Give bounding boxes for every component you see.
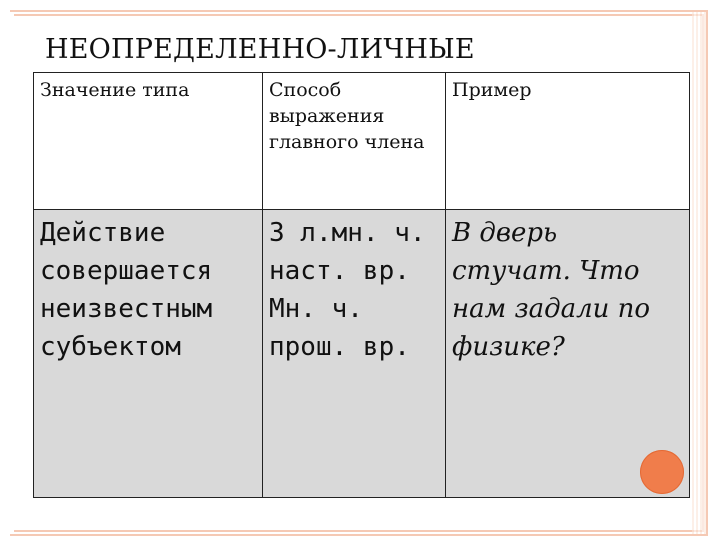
cell-expression: 3 л.мн. ч. наст. вр. Мн. ч. прош. вр. [263,210,446,498]
header-expression: Способ выражения главного члена [263,73,446,210]
header-meaning: Значение типа [34,73,263,210]
decorative-frame-strip [692,12,706,534]
cell-meaning: Действие совершается неизвестным субъектом [34,210,263,498]
header-example: Пример [446,73,690,210]
orange-circle-decoration [640,450,684,494]
cell-example: В дверь стучат. Что нам задали по физике? [446,210,690,498]
slide-title: НЕОПРЕДЕЛЕННО-ЛИЧНЫЕ [45,34,475,65]
syntax-table [33,72,690,498]
table-header-row [34,73,690,210]
table-row [34,210,690,498]
